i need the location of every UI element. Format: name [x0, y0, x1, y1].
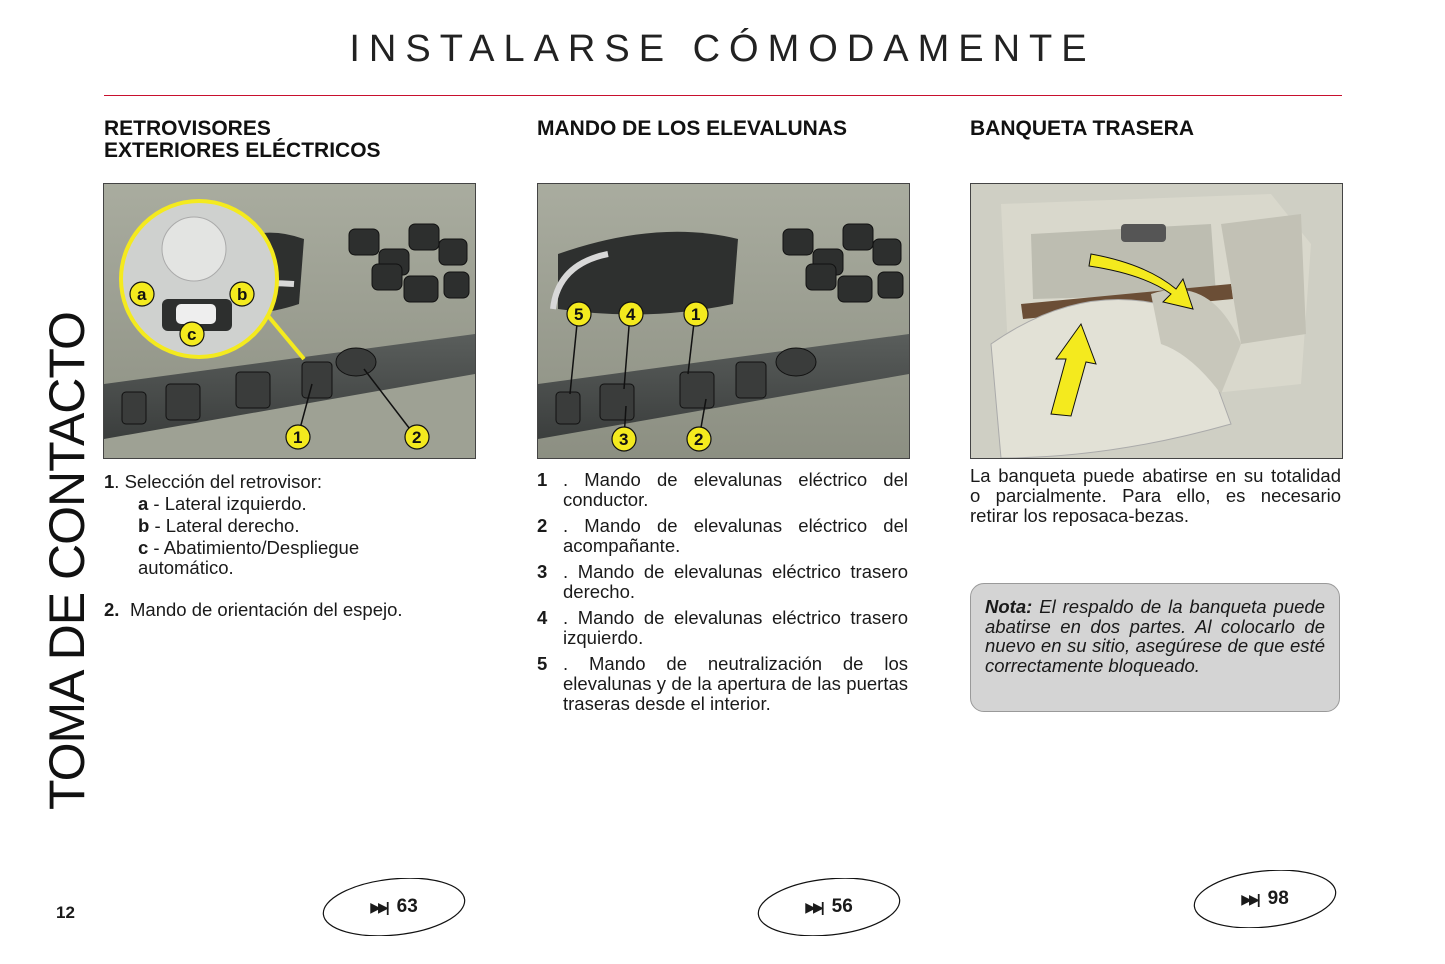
list-item [537, 654, 908, 714]
list-item [104, 472, 434, 492]
item-text: . Mando de elevalunas eléctrico del conductor. [563, 469, 908, 510]
item-number: 2. [104, 599, 120, 620]
page-number: 12 [56, 903, 75, 922]
list-item [537, 516, 908, 556]
sub-item [104, 494, 434, 514]
note-box [970, 583, 1340, 712]
sub-item-text: - Lateral izquierdo. [148, 493, 307, 514]
page-title: INSTALARSE CÓMODAMENTE [349, 28, 1096, 70]
callout-label: 3 [619, 430, 629, 449]
list-item [537, 470, 908, 510]
item-number: 1 [537, 469, 548, 490]
callout-label: c [187, 325, 197, 344]
callout-label: b [237, 285, 248, 304]
rear-seat-illustration [970, 183, 1343, 459]
page-reference-link[interactable] [757, 878, 901, 936]
sub-item-text: - Abatimiento/Despliegue automático. [138, 537, 360, 578]
list-item [104, 600, 420, 620]
page-reference-link[interactable] [322, 878, 466, 936]
sub-item [104, 516, 434, 536]
page-reference-link[interactable] [1193, 870, 1337, 928]
item-text: . Mando de elevalunas eléctrico trasero derecho. [563, 561, 908, 602]
heading-line: RETROVISORES [104, 117, 271, 140]
list-item [537, 608, 908, 648]
reference-page: 63 [396, 896, 418, 917]
skip-forward-icon: ▶▶| [370, 898, 387, 915]
sub-item-text: - Lateral derecho. [149, 515, 300, 536]
section-heading-rear-seat: BANQUETA TRASERA [970, 117, 1194, 140]
list-item [537, 562, 908, 602]
item-number: 1 [104, 471, 115, 492]
item-number: 4 [537, 607, 548, 628]
reference-page: 56 [831, 896, 853, 917]
sub-item-letter: c [138, 537, 149, 558]
side-title: TOMA DE CONTACTO [39, 312, 95, 810]
window-controls-illustration [537, 183, 910, 459]
item-number: 5 [537, 653, 548, 674]
note-text: El respaldo de la banqueta puede abatirse en dos partes. Al colocarlo de nuevo en su sitio, asegúrese de que esté correctamente bloqueado. [985, 596, 1325, 676]
callout-label: a [137, 285, 147, 304]
section-heading-mirrors [104, 118, 381, 162]
mirror-controls-illustration [103, 183, 476, 459]
callout-label: 1 [293, 428, 303, 447]
note-label: Nota: [985, 596, 1033, 617]
item-number: 2 [537, 515, 548, 536]
item-text: . Mando de elevalunas eléctrico del acompañante. [563, 515, 908, 556]
sub-item-letter: b [138, 515, 150, 536]
reference-page: 98 [1267, 888, 1289, 909]
callout-label: 2 [694, 430, 704, 449]
windows-list [537, 470, 908, 720]
skip-forward-icon: ▶▶| [1241, 890, 1258, 907]
callout-label: 5 [574, 305, 584, 324]
heading-line: EXTERIORES ELÉCTRICOS [104, 139, 381, 162]
mirrors-list [104, 472, 434, 626]
section-heading-windows: MANDO DE LOS ELEVALUNAS [537, 117, 847, 140]
item-text: . Mando de elevalunas eléctrico trasero izquierdo. [563, 607, 908, 648]
callout-label: 4 [626, 305, 636, 324]
item-text: Mando de orientación del espejo. [130, 599, 403, 620]
item-text: . Selección del retrovisor: [114, 471, 322, 492]
rear-seat-description: La banqueta puede abatirse en su totalidad o parcialmente. Para ello, es necesario retirar los reposaca-bezas. [970, 465, 1341, 526]
sub-item [104, 538, 398, 578]
item-number: 3 [537, 561, 548, 582]
item-text: . Mando de neutralización de los elevalunas y de la apertura de las puertas traseras desde el interior. [563, 653, 908, 714]
callout-label: 1 [691, 305, 701, 324]
skip-forward-icon: ▶▶| [805, 898, 822, 915]
sub-item-letter: a [138, 493, 149, 514]
callout-label: 2 [412, 428, 422, 447]
header-rule [104, 95, 1342, 96]
